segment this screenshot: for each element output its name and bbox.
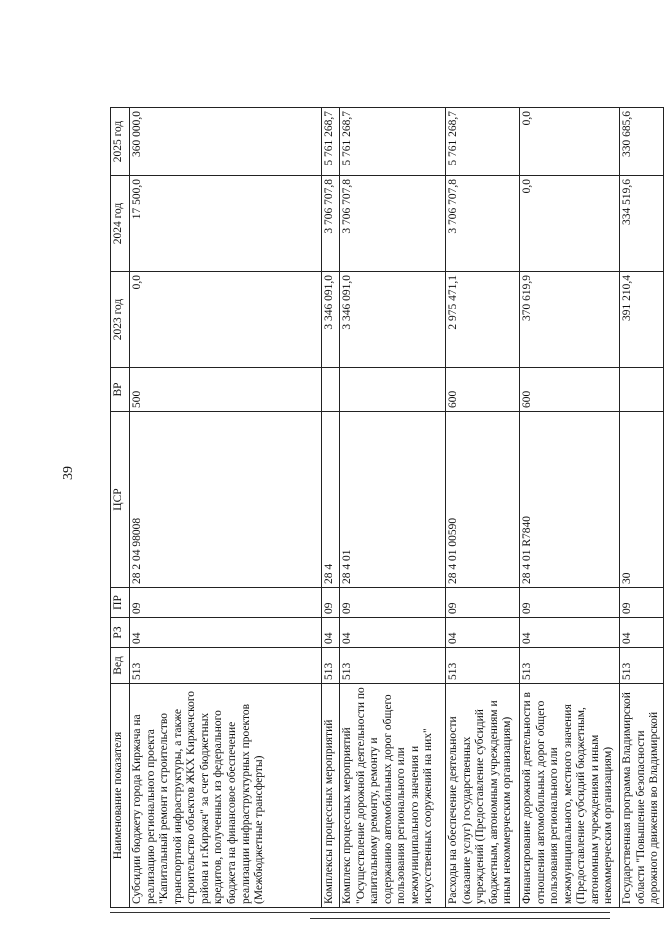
cell-vr bbox=[322, 368, 340, 412]
cell-rz: 04 bbox=[322, 618, 340, 648]
cell-ved: 513 bbox=[130, 648, 322, 684]
cell-2025: 5 761 268,7 bbox=[340, 108, 446, 176]
cell-ved: 513 bbox=[520, 648, 620, 684]
cell-pr: 09 bbox=[130, 588, 322, 618]
header-vr: ВР bbox=[111, 368, 130, 412]
cell-2024: 17 500,0 bbox=[130, 176, 322, 272]
cell-rz: 04 bbox=[130, 618, 322, 648]
table-row bbox=[340, 108, 446, 908]
cell-2023: 391 210,4 bbox=[620, 272, 664, 368]
cell-name: Комплекс процессных мероприятий "Осуществление дорожной деятельности по капитальному ремонту, ремонту и содержанию автомобильных дорог общего пользования регионального или межмуниципального значения и искусственных сооружений на них" bbox=[340, 684, 446, 908]
cell-csr: 28 4 01 bbox=[340, 412, 446, 588]
table-row bbox=[520, 108, 620, 908]
cell-2024: 3 706 707,8 bbox=[340, 176, 446, 272]
cell-rz: 04 bbox=[446, 618, 520, 648]
header-rz: РЗ bbox=[111, 618, 130, 648]
cell-ved: 513 bbox=[620, 648, 664, 684]
cell-pr: 09 bbox=[446, 588, 520, 618]
cell-csr: 28 2 04 98008 bbox=[130, 412, 322, 588]
cell-2025: 5 761 268,7 bbox=[446, 108, 520, 176]
cell-pr: 09 bbox=[520, 588, 620, 618]
cell-vr bbox=[340, 368, 446, 412]
cell-csr: 28 4 bbox=[322, 412, 340, 588]
cell-ved: 513 bbox=[322, 648, 340, 684]
cell-name: Комплексы процессных мероприятий bbox=[322, 684, 340, 908]
cell-name: Субсидии бюджету города Киржача на реализацию регионального проекта "Капитальный ремонт и строительство транспортной инфраструктуры, а также строительство объектов ЖКХ Киржачского района и г.Киржач" за счет бюджетных кредитов, полученных из федерального бюджета на финансовое обеспечение реализации инфраструктурных проектов (Межбюджетные трансферты) bbox=[130, 684, 322, 908]
header-ved: Вед bbox=[111, 648, 130, 684]
cell-pr: 09 bbox=[322, 588, 340, 618]
cell-vr: 600 bbox=[520, 368, 620, 412]
cell-2024: 334 519,6 bbox=[620, 176, 664, 272]
header-2025: 2025 год bbox=[111, 108, 130, 176]
cell-pr: 09 bbox=[340, 588, 446, 618]
cell-csr: 28 4 01 00590 bbox=[446, 412, 520, 588]
rotated-table-container bbox=[110, 108, 661, 908]
cell-rz: 04 bbox=[620, 618, 664, 648]
cell-2023: 2 975 471,1 bbox=[446, 272, 520, 368]
page-number: 39 bbox=[61, 466, 76, 480]
cell-vr: 500 bbox=[130, 368, 322, 412]
cell-name: Расходы на обеспечение деятельности (оказание услуг) государственных учреждений (Предоставление субсидий бюджетным, автономным учреждениям и иным некоммерческим организациям) bbox=[446, 684, 520, 908]
cell-2024: 0,0 bbox=[520, 176, 620, 272]
cell-2025: 330 685,6 bbox=[620, 108, 664, 176]
budget-table bbox=[110, 107, 664, 908]
cell-rz: 04 bbox=[520, 618, 620, 648]
cell-2025: 360 000,0 bbox=[130, 108, 322, 176]
table-row bbox=[322, 108, 340, 908]
header-2024: 2024 год bbox=[111, 176, 130, 272]
header-2023: 2023 год bbox=[111, 272, 130, 368]
cell-vr bbox=[620, 368, 664, 412]
cell-2024: 3 706 707,8 bbox=[446, 176, 520, 272]
cell-rz: 04 bbox=[340, 618, 446, 648]
cell-name: Государственная программа Владимирской области "Повышение безопасности дорожного движения во Владимирской bbox=[620, 684, 664, 908]
cell-2023: 0,0 bbox=[130, 272, 322, 368]
table-row bbox=[446, 108, 520, 908]
cell-vr: 600 bbox=[446, 368, 520, 412]
header-name: Наименование показателя bbox=[111, 684, 130, 908]
table-row bbox=[130, 108, 322, 908]
cell-csr: 28 4 01 R7840 bbox=[520, 412, 620, 588]
bottom-scan-line bbox=[110, 912, 610, 913]
table-header-row bbox=[111, 108, 130, 908]
cell-2024: 3 706 707,8 bbox=[322, 176, 340, 272]
bottom-scan-line-2 bbox=[310, 918, 610, 919]
cell-name: Финансирование дорожной деятельности в отношении автомобильных дорог общего пользования регионального или межмуниципального, местного значения (Предоставление субсидий бюджетным, автономным учреждениям и иным некоммерческим организациям) bbox=[520, 684, 620, 908]
cell-ved: 513 bbox=[340, 648, 446, 684]
table-row bbox=[620, 108, 664, 908]
cell-2023: 3 346 091,0 bbox=[340, 272, 446, 368]
cell-2025: 0,0 bbox=[520, 108, 620, 176]
header-csr: ЦСР bbox=[111, 412, 130, 588]
cell-ved: 513 bbox=[446, 648, 520, 684]
header-pr: ПР bbox=[111, 588, 130, 618]
cell-pr: 09 bbox=[620, 588, 664, 618]
cell-csr: 30 bbox=[620, 412, 664, 588]
cell-2023: 3 346 091,0 bbox=[322, 272, 340, 368]
cell-2025: 5 761 268,7 bbox=[322, 108, 340, 176]
cell-2023: 370 619,9 bbox=[520, 272, 620, 368]
